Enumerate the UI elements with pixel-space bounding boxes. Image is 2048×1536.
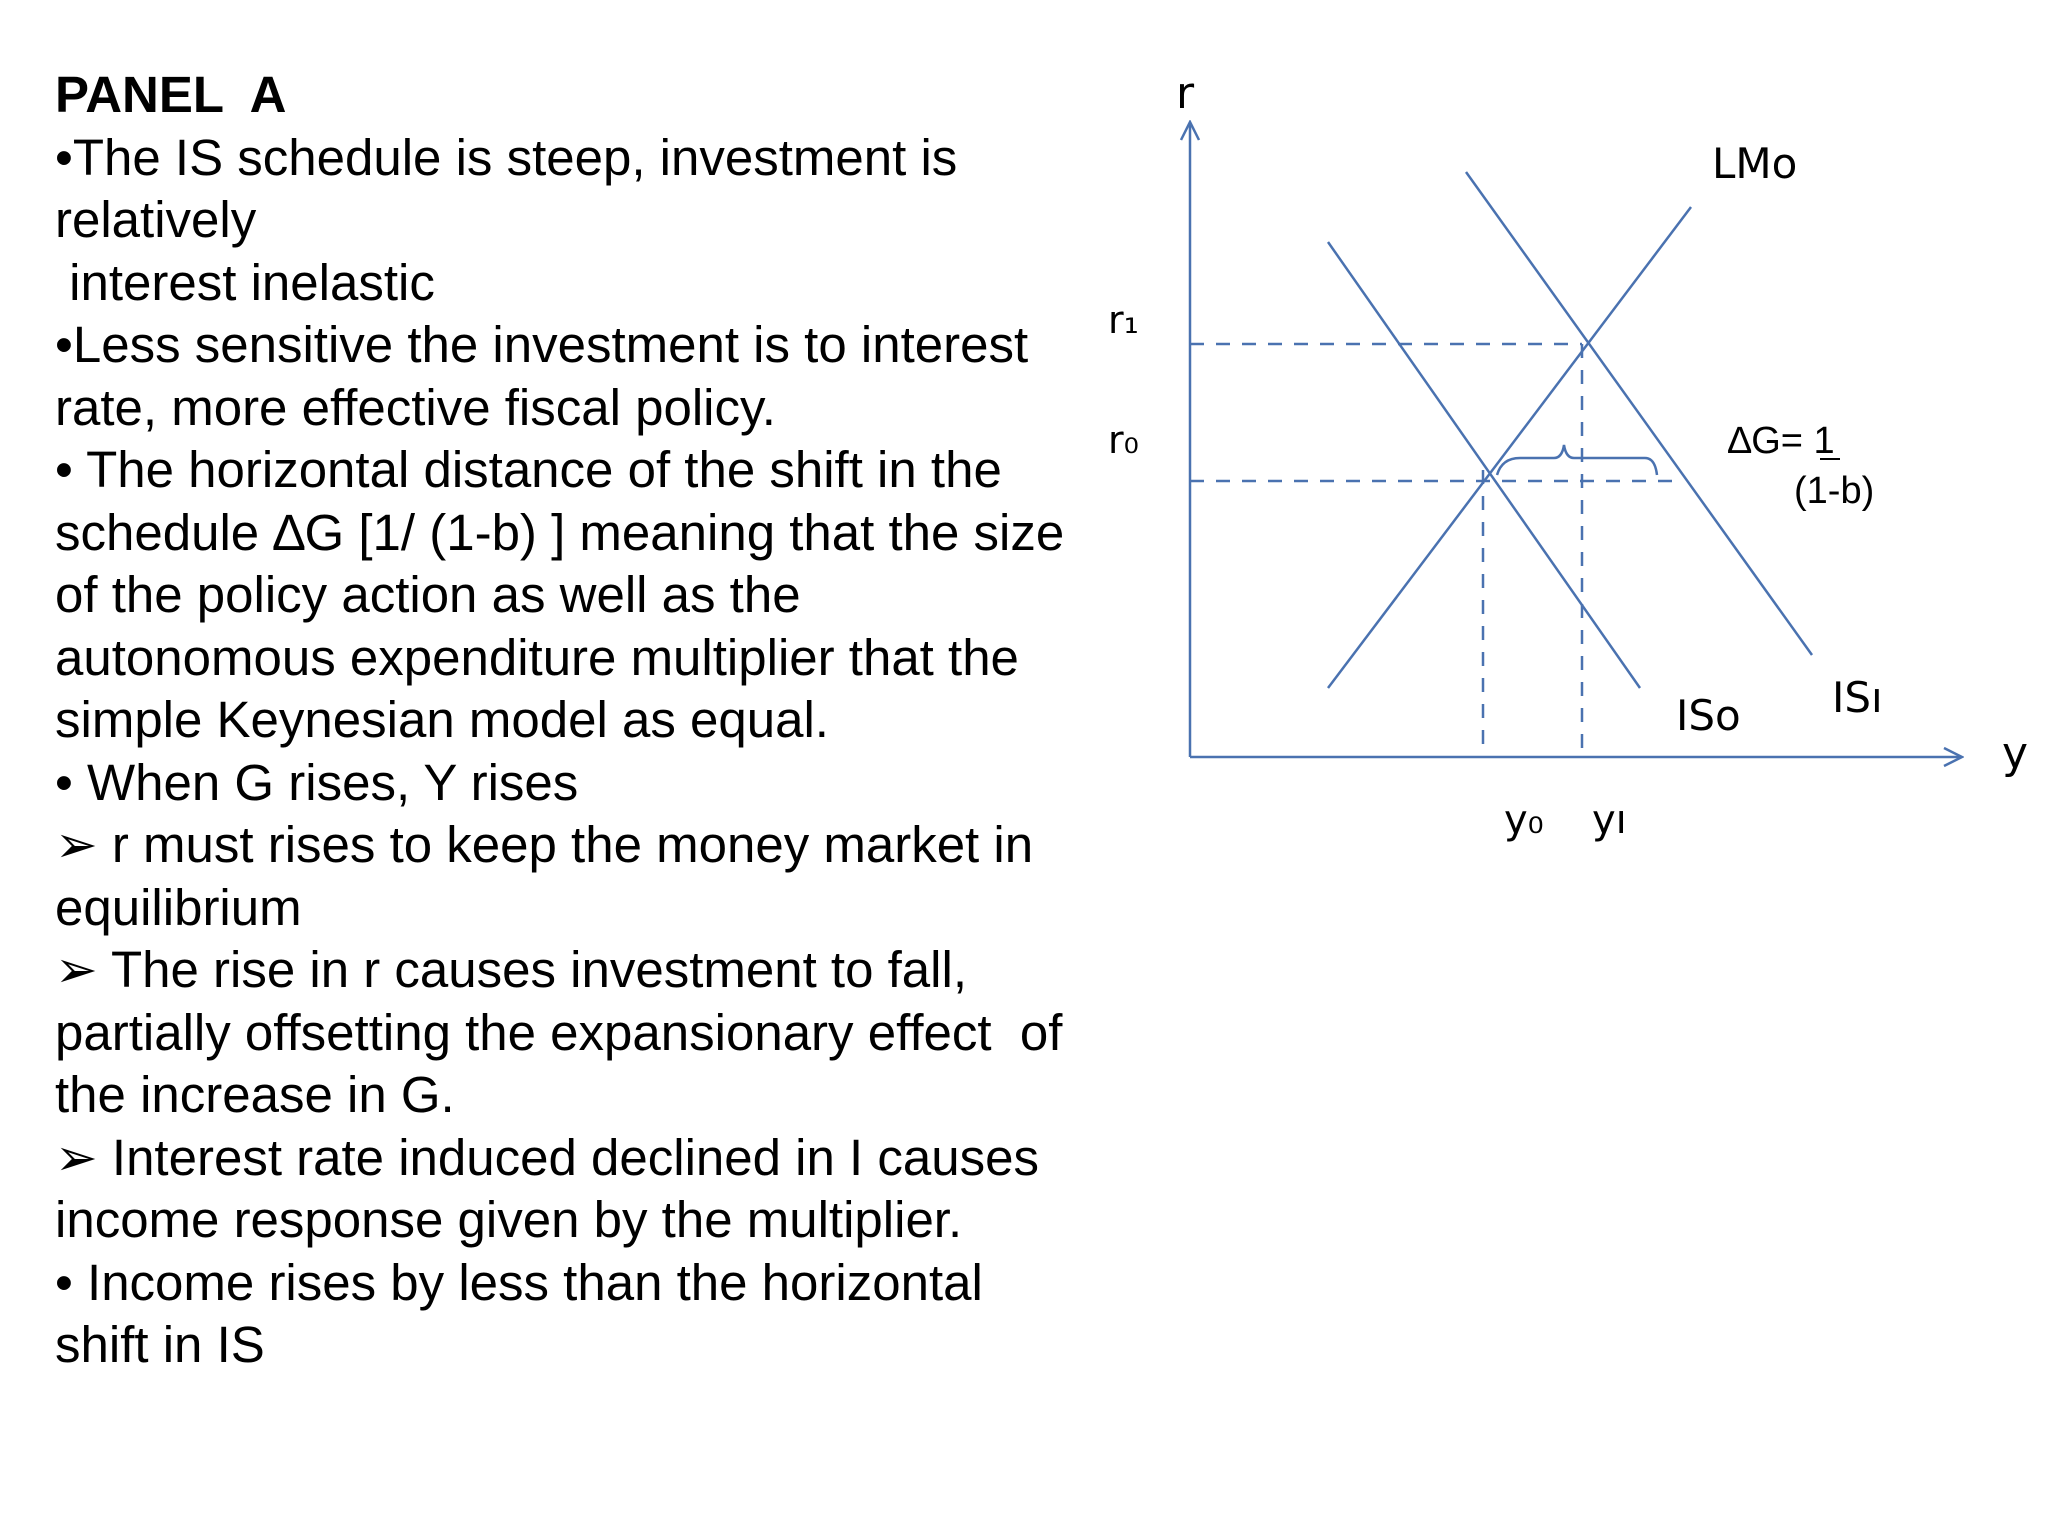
panel-line: • The horizontal distance of the shift in the [55,441,1002,498]
panel-line: partially offsetting the expansionary effect of [55,1003,1063,1061]
panel-line: autonomous expenditure multiplier that the [55,628,1019,686]
panel-line: income response given by the multiplier. [55,1191,963,1248]
shift-brace [1497,445,1657,475]
axis-y-label: r [1176,68,1195,119]
y0-label: y₀ [1504,797,1544,843]
panel-title: PANEL A [55,66,287,123]
is0-curve [1328,242,1640,688]
panel-line: •Less sensitive the investment is to interest [55,316,1029,373]
panel-line: •The IS schedule is steep, investment is [55,128,958,186]
is1-curve [1466,172,1812,655]
y1-label: yı [1592,797,1627,843]
panel-line: • When G rises, Y rises [55,753,579,811]
r0-label: r₀ [1108,418,1139,462]
panel-line: of the policy action as well as the [55,566,801,623]
is0-curve-label: ISo [1676,691,1741,740]
panel-line: interest inelastic [55,253,435,311]
panel-line: • Income rises by less than the horizontal [55,1253,983,1311]
panel-line: ➢ The rise in r causes investment to fall, [55,941,967,998]
panel-line: ➢ r must rises to keep the money market in [55,816,1034,873]
is1-curve-label: ISı [1832,673,1883,722]
panel-line: ➢ Interest rate induced declined in I causes [55,1128,1039,1186]
delta-g-label: ∆G= 1 [1728,420,1835,462]
lm-curve-label: LMo [1712,139,1798,188]
r1-label: r₁ [1108,298,1139,342]
axis-x-label: y [2002,728,2029,779]
panel-line: simple Keynesian model as equal. [55,691,829,748]
lm-curve [1328,207,1691,688]
delta-g-denominator: (1-b) [1794,470,1875,512]
panel-line: schedule ∆G [1/ (1-b) ] meaning that the size [55,503,1065,561]
panel-line: the increase in G. [55,1066,455,1123]
panel-line: equilibrium [55,878,302,936]
panel-line: rate, more effective fiscal policy. [55,378,776,436]
panel-line: relatively [55,191,257,248]
panel-line: shift in IS [55,1316,265,1373]
